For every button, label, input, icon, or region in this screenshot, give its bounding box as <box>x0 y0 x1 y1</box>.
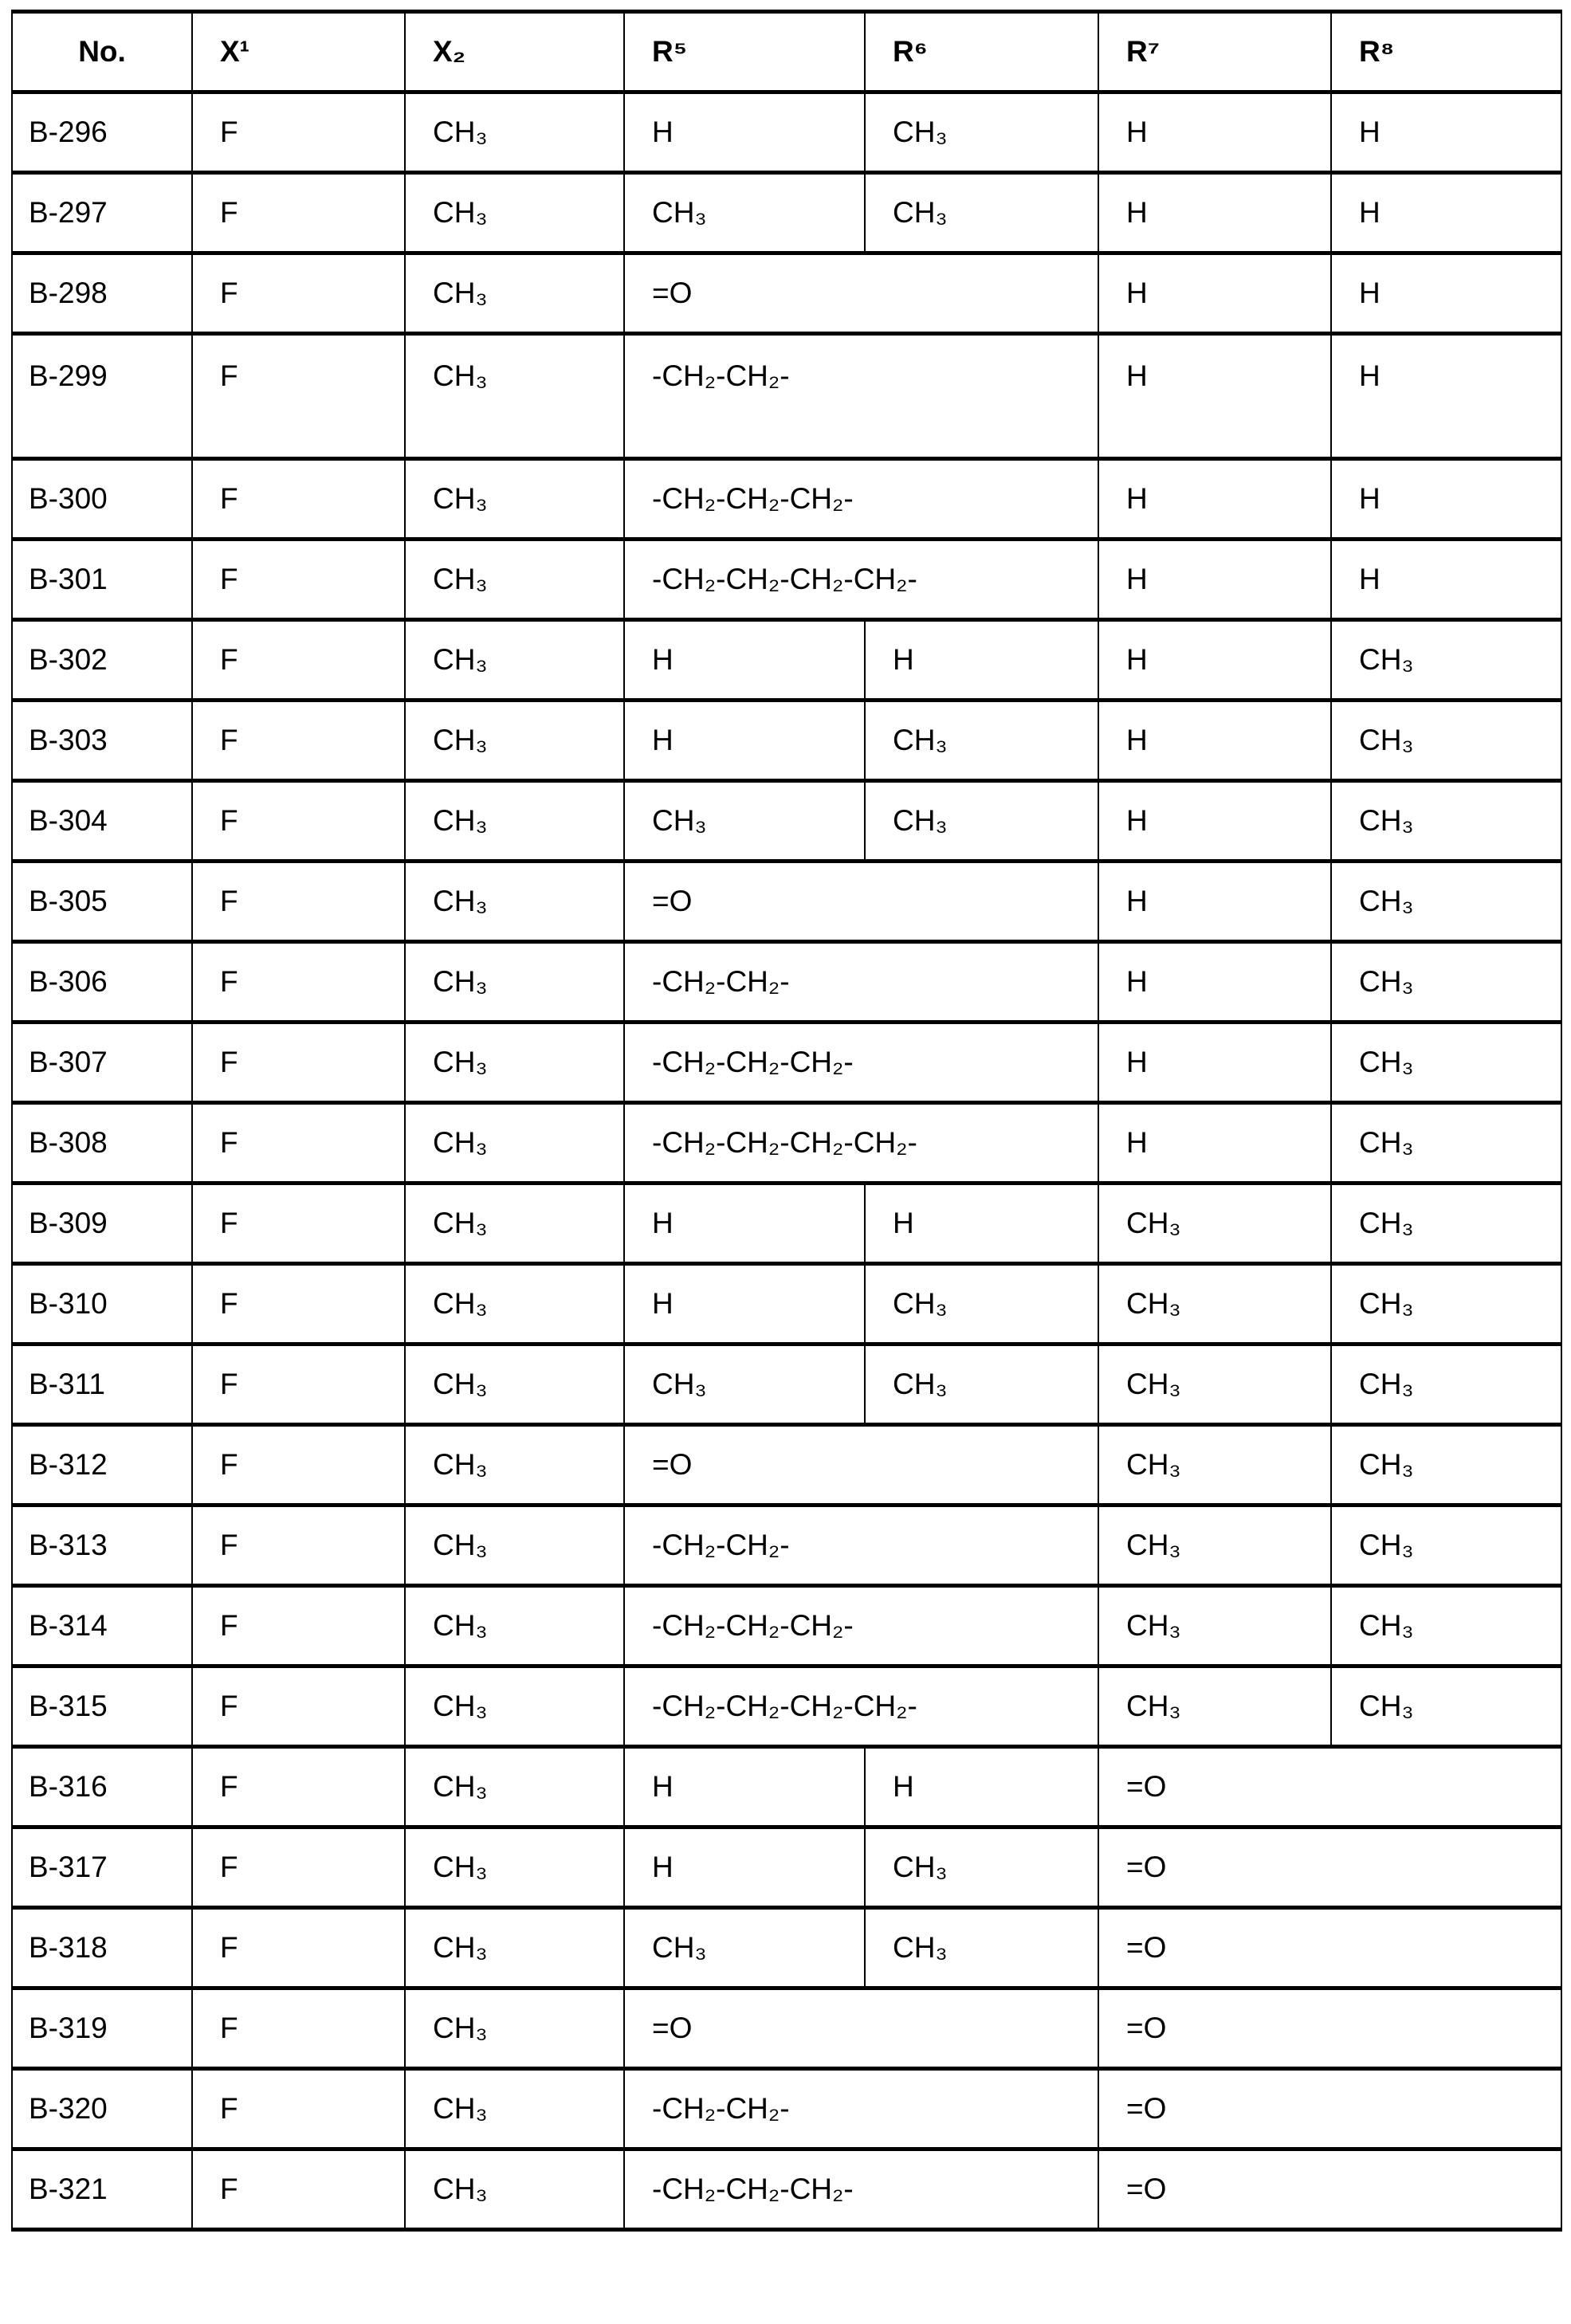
cell-x2: CH₃ <box>405 540 624 620</box>
cell-r8: H <box>1331 253 1561 334</box>
cell-x2: CH₃ <box>405 253 624 334</box>
cell-no: B-309 <box>12 1184 192 1264</box>
cell-r5: CH₃ <box>624 1345 865 1425</box>
cell-r5-r6: -CH₂-CH₂-CH₂- <box>624 2149 1098 2230</box>
cell-r6: CH₃ <box>865 173 1098 253</box>
table-row <box>12 1908 1561 1988</box>
cell-x1: F <box>192 540 405 620</box>
table-body <box>12 92 1561 2230</box>
cell-no: B-312 <box>12 1425 192 1505</box>
cell-r8: H <box>1331 459 1561 540</box>
cell-no: B-315 <box>12 1666 192 1747</box>
cell-r8: CH₃ <box>1331 620 1561 701</box>
cell-x1: F <box>192 1264 405 1345</box>
cell-x2: CH₃ <box>405 2149 624 2230</box>
cell-r8: CH₃ <box>1331 1345 1561 1425</box>
cell-r7-r8: =O <box>1098 1827 1561 1908</box>
cell-r8: CH₃ <box>1331 862 1561 942</box>
table-row <box>12 540 1561 620</box>
table-row <box>12 459 1561 540</box>
cell-no: B-303 <box>12 701 192 781</box>
table-row <box>12 2069 1561 2149</box>
cell-no: B-310 <box>12 1264 192 1345</box>
cell-r5-r6: -CH₂-CH₂- <box>624 334 1098 459</box>
cell-r5-r6: -CH₂-CH₂-CH₂-CH₂- <box>624 1103 1098 1184</box>
cell-r7-r8: =O <box>1098 2149 1561 2230</box>
cell-r8: CH₃ <box>1331 701 1561 781</box>
cell-no: B-308 <box>12 1103 192 1184</box>
header-r7: R⁷ <box>1098 12 1331 92</box>
header-r6: R⁶ <box>865 12 1098 92</box>
cell-r8: H <box>1331 334 1561 459</box>
cell-r5: H <box>624 701 865 781</box>
cell-x2: CH₃ <box>405 1023 624 1103</box>
table-row <box>12 334 1561 459</box>
cell-x2: CH₃ <box>405 1505 624 1586</box>
cell-r8: CH₃ <box>1331 1184 1561 1264</box>
header-x1: X¹ <box>192 12 405 92</box>
cell-r8: CH₃ <box>1331 1505 1561 1586</box>
cell-x1: F <box>192 1988 405 2069</box>
table-row <box>12 1103 1561 1184</box>
table-row <box>12 2149 1561 2230</box>
cell-r7: H <box>1098 620 1331 701</box>
cell-x2: CH₃ <box>405 459 624 540</box>
table-row <box>12 1425 1561 1505</box>
cell-r7-r8: =O <box>1098 1908 1561 1988</box>
header-no: No. <box>12 12 192 92</box>
cell-x2: CH₃ <box>405 1747 624 1827</box>
cell-r6: H <box>865 1747 1098 1827</box>
cell-r7: H <box>1098 862 1331 942</box>
cell-r7: H <box>1098 459 1331 540</box>
cell-r8: CH₃ <box>1331 781 1561 862</box>
cell-no: B-302 <box>12 620 192 701</box>
cell-r5-r6: -CH₂-CH₂-CH₂- <box>624 1023 1098 1103</box>
cell-x1: F <box>192 620 405 701</box>
cell-x2: CH₃ <box>405 1103 624 1184</box>
cell-r5-r6: -CH₂-CH₂-CH₂- <box>624 459 1098 540</box>
cell-r5-r6: =O <box>624 253 1098 334</box>
cell-no: B-301 <box>12 540 192 620</box>
header-r8: R⁸ <box>1331 12 1561 92</box>
cell-r6: CH₃ <box>865 1908 1098 1988</box>
cell-r8: CH₃ <box>1331 1586 1561 1666</box>
cell-r8: CH₃ <box>1331 942 1561 1023</box>
cell-x1: F <box>192 1666 405 1747</box>
cell-r6: CH₃ <box>865 701 1098 781</box>
cell-r6: H <box>865 620 1098 701</box>
cell-r8: CH₃ <box>1331 1666 1561 1747</box>
cell-no: B-313 <box>12 1505 192 1586</box>
cell-x2: CH₃ <box>405 1586 624 1666</box>
cell-r7: H <box>1098 701 1331 781</box>
substituent-table <box>11 10 1562 2232</box>
cell-r8: CH₃ <box>1331 1264 1561 1345</box>
cell-r6: CH₃ <box>865 1264 1098 1345</box>
cell-r5-r6: -CH₂-CH₂- <box>624 2069 1098 2149</box>
cell-x2: CH₃ <box>405 1666 624 1747</box>
cell-r7: CH₃ <box>1098 1184 1331 1264</box>
cell-x2: CH₃ <box>405 92 624 173</box>
cell-x1: F <box>192 862 405 942</box>
cell-no: B-317 <box>12 1827 192 1908</box>
cell-r7: H <box>1098 1023 1331 1103</box>
cell-r5: CH₃ <box>624 173 865 253</box>
table-row <box>12 620 1561 701</box>
cell-r6: CH₃ <box>865 92 1098 173</box>
table-row <box>12 1988 1561 2069</box>
cell-x2: CH₃ <box>405 1264 624 1345</box>
cell-x1: F <box>192 701 405 781</box>
table-row <box>12 253 1561 334</box>
cell-x1: F <box>192 1827 405 1908</box>
cell-r8: H <box>1331 92 1561 173</box>
cell-x2: CH₃ <box>405 701 624 781</box>
cell-x2: CH₃ <box>405 620 624 701</box>
cell-r8: CH₃ <box>1331 1023 1561 1103</box>
cell-r5-r6: =O <box>624 1988 1098 2069</box>
cell-r8: CH₃ <box>1331 1425 1561 1505</box>
table-row <box>12 1264 1561 1345</box>
cell-x1: F <box>192 1345 405 1425</box>
header-r5: R⁵ <box>624 12 865 92</box>
cell-x2: CH₃ <box>405 781 624 862</box>
cell-no: B-311 <box>12 1345 192 1425</box>
cell-no: B-307 <box>12 1023 192 1103</box>
table-row <box>12 1586 1561 1666</box>
table-row <box>12 173 1561 253</box>
cell-r7: CH₃ <box>1098 1505 1331 1586</box>
cell-r7-r8: =O <box>1098 1747 1561 1827</box>
cell-r5-r6: -CH₂-CH₂-CH₂-CH₂- <box>624 540 1098 620</box>
table-row <box>12 1666 1561 1747</box>
cell-x2: CH₃ <box>405 1345 624 1425</box>
table-row <box>12 1747 1561 1827</box>
cell-x1: F <box>192 1505 405 1586</box>
cell-r6: CH₃ <box>865 1827 1098 1908</box>
cell-r5: H <box>624 1184 865 1264</box>
cell-x1: F <box>192 1908 405 1988</box>
cell-r6: CH₃ <box>865 781 1098 862</box>
cell-no: B-320 <box>12 2069 192 2149</box>
cell-no: B-305 <box>12 862 192 942</box>
header-x2: X₂ <box>405 12 624 92</box>
table-row <box>12 701 1561 781</box>
cell-r7-r8: =O <box>1098 1988 1561 2069</box>
cell-x2: CH₃ <box>405 1425 624 1505</box>
cell-r7: H <box>1098 334 1331 459</box>
cell-no: B-297 <box>12 173 192 253</box>
table-row <box>12 1345 1561 1425</box>
cell-no: B-298 <box>12 253 192 334</box>
cell-x2: CH₃ <box>405 1827 624 1908</box>
cell-x1: F <box>192 1586 405 1666</box>
cell-r5-r6: -CH₂-CH₂- <box>624 1505 1098 1586</box>
cell-x2: CH₃ <box>405 1184 624 1264</box>
cell-x1: F <box>192 1103 405 1184</box>
cell-x1: F <box>192 781 405 862</box>
cell-no: B-306 <box>12 942 192 1023</box>
cell-r5: H <box>624 1747 865 1827</box>
cell-no: B-321 <box>12 2149 192 2230</box>
cell-no: B-319 <box>12 1988 192 2069</box>
cell-r5: H <box>624 620 865 701</box>
cell-r8: H <box>1331 173 1561 253</box>
cell-r7: H <box>1098 253 1331 334</box>
cell-x1: F <box>192 1184 405 1264</box>
cell-r7-r8: =O <box>1098 2069 1561 2149</box>
cell-r7: H <box>1098 1103 1331 1184</box>
cell-r5: CH₃ <box>624 781 865 862</box>
cell-no: B-304 <box>12 781 192 862</box>
cell-r7: H <box>1098 92 1331 173</box>
cell-r8: CH₃ <box>1331 1103 1561 1184</box>
cell-x1: F <box>192 1425 405 1505</box>
cell-r6: CH₃ <box>865 1345 1098 1425</box>
cell-no: B-314 <box>12 1586 192 1666</box>
cell-r7: H <box>1098 942 1331 1023</box>
cell-no: B-318 <box>12 1908 192 1988</box>
cell-r5: H <box>624 1264 865 1345</box>
table-row <box>12 92 1561 173</box>
cell-r5-r6: -CH₂-CH₂- <box>624 942 1098 1023</box>
cell-x1: F <box>192 2069 405 2149</box>
cell-no: B-299 <box>12 334 192 459</box>
cell-r8: H <box>1331 540 1561 620</box>
cell-no: B-316 <box>12 1747 192 1827</box>
cell-r7: CH₃ <box>1098 1345 1331 1425</box>
cell-x2: CH₃ <box>405 334 624 459</box>
cell-r6: H <box>865 1184 1098 1264</box>
table-row <box>12 781 1561 862</box>
cell-x1: F <box>192 92 405 173</box>
table-row <box>12 1827 1561 1908</box>
cell-r7: H <box>1098 540 1331 620</box>
cell-x1: F <box>192 942 405 1023</box>
cell-r7: CH₃ <box>1098 1264 1331 1345</box>
cell-r5: H <box>624 1827 865 1908</box>
table-row <box>12 862 1561 942</box>
cell-x2: CH₃ <box>405 942 624 1023</box>
cell-r5-r6: =O <box>624 862 1098 942</box>
cell-x1: F <box>192 253 405 334</box>
cell-r5: CH₃ <box>624 1908 865 1988</box>
cell-x1: F <box>192 459 405 540</box>
table-row <box>12 1505 1561 1586</box>
cell-no: B-300 <box>12 459 192 540</box>
cell-x1: F <box>192 1747 405 1827</box>
cell-x1: F <box>192 2149 405 2230</box>
cell-x1: F <box>192 173 405 253</box>
cell-r5-r6: -CH₂-CH₂-CH₂- <box>624 1586 1098 1666</box>
cell-r5: H <box>624 92 865 173</box>
cell-x2: CH₃ <box>405 1988 624 2069</box>
cell-r7: CH₃ <box>1098 1425 1331 1505</box>
cell-x2: CH₃ <box>405 1908 624 1988</box>
cell-x1: F <box>192 1023 405 1103</box>
header-row <box>12 12 1561 92</box>
table-row <box>12 1184 1561 1264</box>
cell-x2: CH₃ <box>405 2069 624 2149</box>
cell-r7: CH₃ <box>1098 1586 1331 1666</box>
cell-r7: H <box>1098 781 1331 862</box>
cell-r7: CH₃ <box>1098 1666 1331 1747</box>
table-row <box>12 942 1561 1023</box>
cell-r5-r6: =O <box>624 1425 1098 1505</box>
cell-r5-r6: -CH₂-CH₂-CH₂-CH₂- <box>624 1666 1098 1747</box>
cell-no: B-296 <box>12 92 192 173</box>
cell-x2: CH₃ <box>405 862 624 942</box>
cell-x2: CH₃ <box>405 173 624 253</box>
table-row <box>12 1023 1561 1103</box>
cell-x1: F <box>192 334 405 459</box>
cell-r7: H <box>1098 173 1331 253</box>
